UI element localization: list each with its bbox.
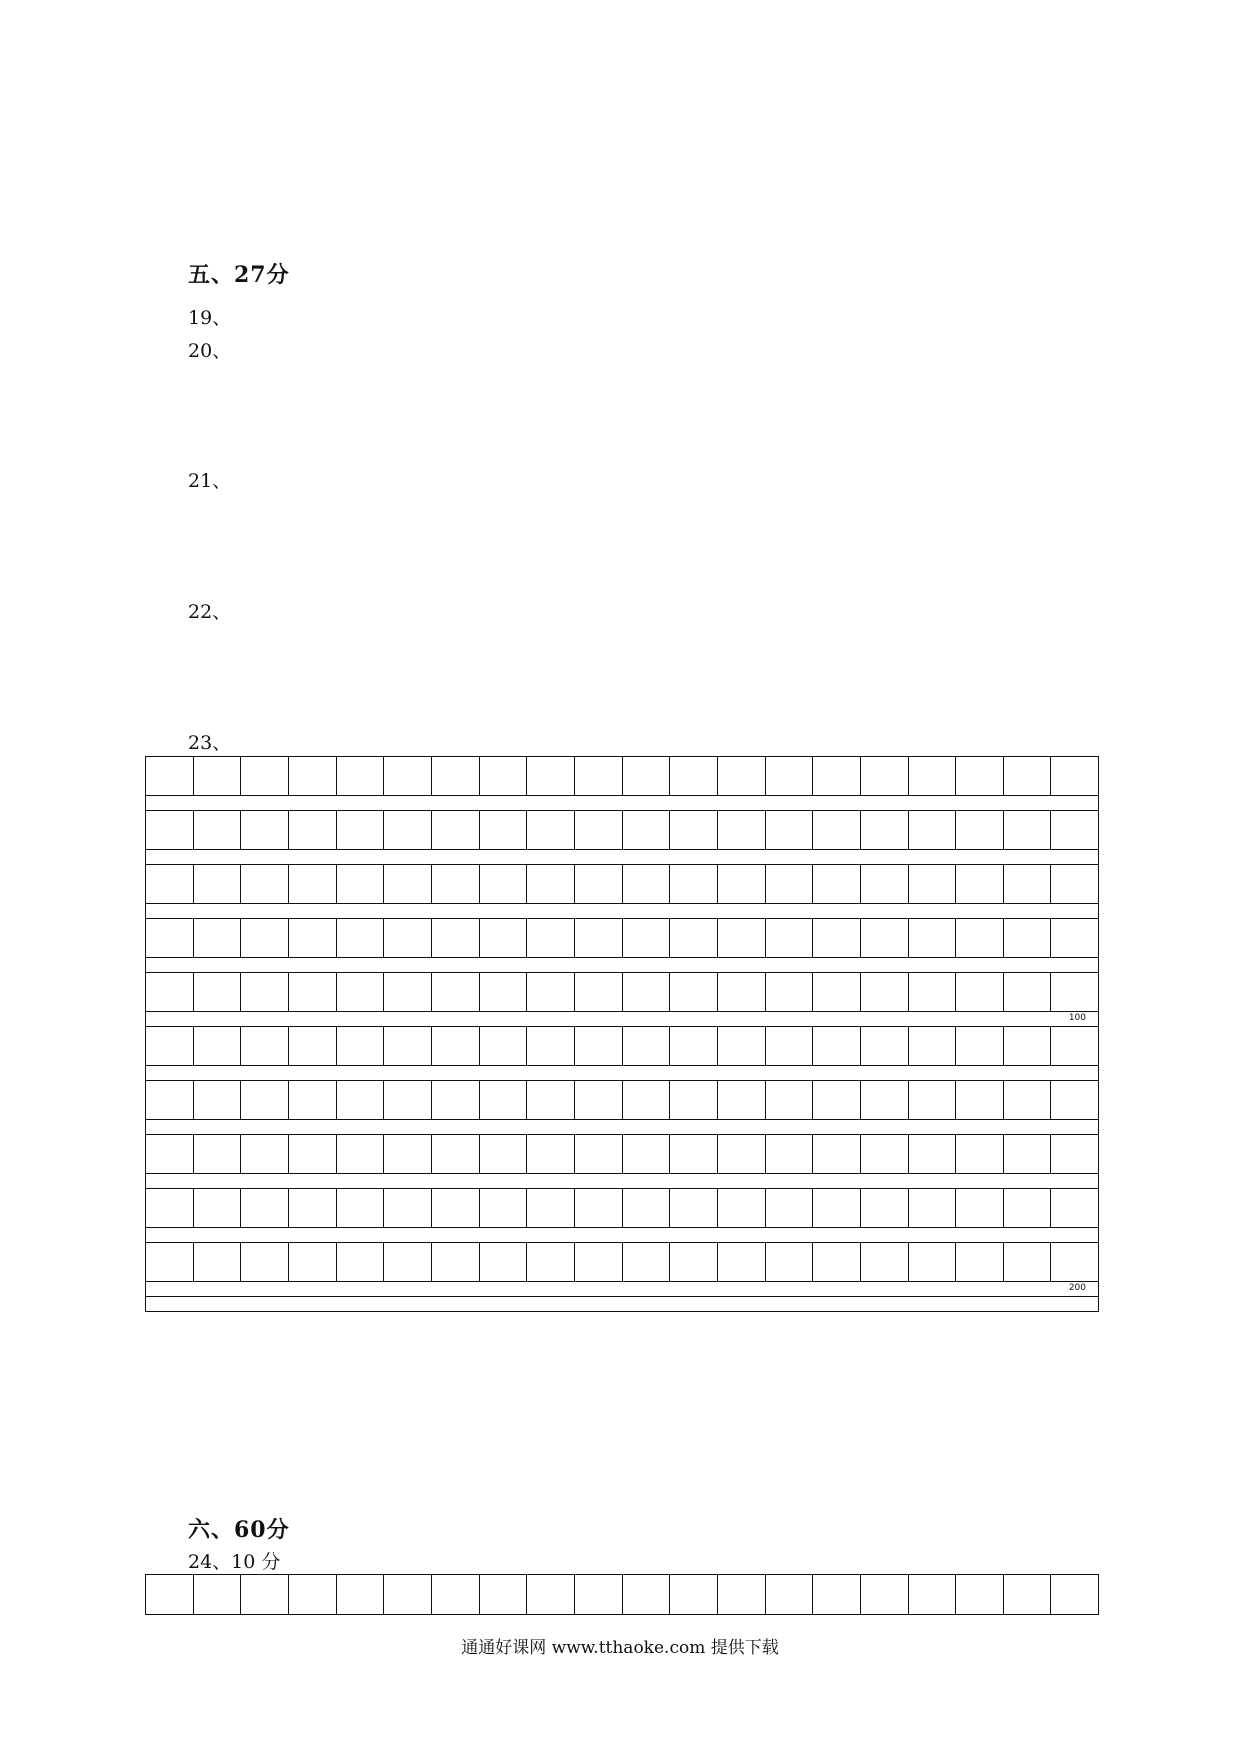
grid-cell[interactable] [718,811,766,849]
grid-cell[interactable] [1051,1135,1098,1173]
grid-cell[interactable] [1051,1575,1098,1614]
grid-cell[interactable] [1051,811,1098,849]
grid-cell[interactable] [432,1027,480,1065]
grid-cell[interactable] [670,1081,718,1119]
grid-cell[interactable] [241,1027,289,1065]
grid-cell[interactable] [384,1081,432,1119]
grid-cell[interactable] [766,811,814,849]
grid-cell[interactable] [432,757,480,795]
grid-cell[interactable] [623,1189,671,1227]
grid-cell[interactable] [384,1575,432,1614]
composition-grid[interactable] [145,756,1099,1312]
grid-cell[interactable] [956,1243,1004,1281]
grid-cell[interactable] [623,811,671,849]
grid-cell[interactable] [432,1189,480,1227]
grid-row [146,1575,1098,1614]
grid-row [146,1243,1098,1282]
grid-cell[interactable] [527,1135,575,1173]
grid-row [146,1081,1098,1120]
grid-cell[interactable] [766,1243,814,1281]
grid-cell[interactable] [241,757,289,795]
grid-cell[interactable] [623,1081,671,1119]
grid-cell[interactable] [146,1575,194,1614]
grid-cell[interactable] [384,1243,432,1281]
grid-cell[interactable] [623,757,671,795]
grid-cell[interactable] [241,1135,289,1173]
grid-cell[interactable] [289,811,337,849]
grid-cell[interactable] [861,1027,909,1065]
grid-cell[interactable] [1051,919,1098,957]
grid-cell[interactable] [527,757,575,795]
grid-cell[interactable] [670,919,718,957]
grid-row [146,1189,1098,1228]
grid-cell[interactable] [289,1575,337,1614]
grid-cell[interactable] [623,1135,671,1173]
grid-cell[interactable] [337,973,385,1011]
grid-cell[interactable] [480,757,528,795]
grid-cell[interactable] [1004,811,1052,849]
grid-cell[interactable] [1051,865,1098,903]
grid-cell[interactable] [909,973,957,1011]
grid-cell[interactable] [813,1243,861,1281]
grid-cell[interactable] [766,919,814,957]
grid-row [146,1135,1098,1174]
grid-cell[interactable] [861,1135,909,1173]
grid-cell[interactable] [909,865,957,903]
grid-cell[interactable] [384,811,432,849]
grid-cell[interactable] [480,1081,528,1119]
grid-cell[interactable] [575,757,623,795]
grid-cell[interactable] [241,1575,289,1614]
grid-cell[interactable] [956,973,1004,1011]
grid-cell[interactable] [861,1081,909,1119]
grid-gap [146,1228,1098,1243]
grid-cell[interactable] [766,1189,814,1227]
grid-cell[interactable] [861,1575,909,1614]
grid-cell[interactable] [337,1243,385,1281]
grid-cell[interactable] [670,811,718,849]
grid-cell[interactable] [575,1575,623,1614]
grid-row [146,973,1098,1012]
question-23-label: 23、 [188,732,232,754]
grid-cell[interactable] [909,1189,957,1227]
grid-cell[interactable] [146,865,194,903]
grid-cell[interactable] [623,1027,671,1065]
grid-cell[interactable] [527,1027,575,1065]
grid-cell[interactable] [194,865,242,903]
grid-cell[interactable] [289,919,337,957]
grid-cell[interactable] [813,1575,861,1614]
grid-cell[interactable] [956,1081,1004,1119]
grid-cell[interactable] [909,1575,957,1614]
grid-cell[interactable] [194,1135,242,1173]
grid-cell[interactable] [1004,1135,1052,1173]
grid-cell[interactable] [432,865,480,903]
grid-cell[interactable] [909,811,957,849]
grid-cell[interactable] [1051,1243,1098,1281]
grid-cell[interactable] [480,919,528,957]
grid-row [146,757,1098,796]
grid-cell[interactable] [766,1081,814,1119]
grid-cell[interactable] [623,1243,671,1281]
grid-cell[interactable] [813,1027,861,1065]
grid-cell[interactable] [289,1189,337,1227]
grid-cell[interactable] [575,1135,623,1173]
grid-cell[interactable] [909,757,957,795]
grid-cell[interactable] [337,1575,385,1614]
grid-cell[interactable] [718,757,766,795]
grid-cell[interactable] [956,919,1004,957]
grid-cell[interactable] [480,1189,528,1227]
word-count-mark: 200 [1068,1283,1086,1293]
grid-cell[interactable] [861,865,909,903]
grid-cell[interactable] [194,1081,242,1119]
grid-cell[interactable] [766,1135,814,1173]
grid-cell[interactable] [241,1081,289,1119]
grid-cell[interactable] [194,1189,242,1227]
grid-cell[interactable] [337,865,385,903]
grid-cell[interactable] [194,973,242,1011]
grid-cell[interactable] [527,1575,575,1614]
grid-cell[interactable] [623,865,671,903]
section-6-title: 六、60分 [188,1517,290,1543]
grid-cell[interactable] [194,1027,242,1065]
grid-cell[interactable] [432,1081,480,1119]
grid-cell[interactable] [956,865,1004,903]
grid-cell[interactable] [623,1575,671,1614]
grid-cell[interactable] [1051,757,1098,795]
grid-cell[interactable] [670,865,718,903]
grid-cell[interactable] [813,919,861,957]
grid-cell[interactable] [480,973,528,1011]
grid-cell[interactable] [909,1027,957,1065]
grid-cell[interactable] [384,1027,432,1065]
grid-cell[interactable] [194,1243,242,1281]
grid-cell[interactable] [909,1081,957,1119]
grid-cell[interactable] [289,1081,337,1119]
grid-cell[interactable] [909,1243,957,1281]
grid-cell[interactable] [861,919,909,957]
grid-cell[interactable] [813,865,861,903]
grid-cell[interactable] [384,1189,432,1227]
grid-cell[interactable] [1051,1189,1098,1227]
grid-cell[interactable] [241,811,289,849]
grid-cell[interactable] [956,1575,1004,1614]
grid-cell[interactable] [146,973,194,1011]
grid-cell[interactable] [480,1027,528,1065]
grid-cell[interactable] [337,1027,385,1065]
grid-cell[interactable] [1051,1027,1098,1065]
grid-cell[interactable] [718,1243,766,1281]
grid-cell[interactable] [861,1189,909,1227]
grid-cell[interactable] [337,811,385,849]
grid-cell[interactable] [766,865,814,903]
grid-cell[interactable] [575,811,623,849]
grid-cell[interactable] [766,1575,814,1614]
grid-gap [146,1174,1098,1189]
grid-cell[interactable] [623,919,671,957]
grid-gap [146,796,1098,811]
grid-row [146,919,1098,958]
grid-cell[interactable] [909,919,957,957]
grid-cell[interactable] [813,1081,861,1119]
grid-cell[interactable] [956,1135,1004,1173]
grid-cell[interactable] [766,757,814,795]
grid-cell[interactable] [241,865,289,903]
grid-cell[interactable] [194,1575,242,1614]
grid-cell[interactable] [718,1135,766,1173]
grid-cell[interactable] [337,1081,385,1119]
grid-cell[interactable] [1004,1027,1052,1065]
grid-cell[interactable] [813,973,861,1011]
grid-cell[interactable] [1004,1189,1052,1227]
grid-cell[interactable] [480,865,528,903]
grid-cell[interactable] [289,973,337,1011]
grid-cell[interactable] [718,919,766,957]
grid-cell[interactable] [575,919,623,957]
grid-cell[interactable] [337,757,385,795]
grid-cell[interactable] [146,1189,194,1227]
grid-cell[interactable] [527,865,575,903]
grid-cell[interactable] [289,1027,337,1065]
grid-cell[interactable] [480,1575,528,1614]
grid-cell[interactable] [194,757,242,795]
grid-cell[interactable] [527,811,575,849]
grid-cell[interactable] [337,919,385,957]
grid-cell[interactable] [956,1027,1004,1065]
grid-cell[interactable] [146,1027,194,1065]
grid-gap [146,850,1098,865]
grid-cell[interactable] [813,757,861,795]
question-20-label: 20、 [188,340,232,362]
grid-cell[interactable] [575,1243,623,1281]
grid-cell[interactable] [289,1135,337,1173]
grid-cell[interactable] [1004,919,1052,957]
grid-cell[interactable] [384,973,432,1011]
grid-cell[interactable] [861,811,909,849]
section-5-title: 五、27分 [188,262,290,288]
question-21-label: 21、 [188,470,232,492]
grid-cell[interactable] [1004,865,1052,903]
grid-cell[interactable] [575,1027,623,1065]
grid-cell[interactable] [718,1027,766,1065]
grid-cell[interactable] [337,1135,385,1173]
grid-cell[interactable] [575,865,623,903]
grid-cell[interactable] [718,1081,766,1119]
grid-gap [146,958,1098,973]
grid-cell[interactable] [1004,1081,1052,1119]
grid-cell[interactable] [527,973,575,1011]
grid-cell[interactable] [956,1189,1004,1227]
grid-cell[interactable] [1004,1243,1052,1281]
grid-cell[interactable] [718,1575,766,1614]
grid-cell[interactable] [241,973,289,1011]
grid-cell[interactable] [575,1081,623,1119]
grid-cell[interactable] [575,973,623,1011]
answer-grid-24[interactable] [145,1574,1099,1615]
grid-gap [146,1066,1098,1081]
grid-cell[interactable] [194,919,242,957]
grid-row [146,1027,1098,1066]
grid-cell[interactable] [956,757,1004,795]
grid-cell[interactable] [289,1243,337,1281]
grid-cell[interactable] [813,1189,861,1227]
grid-cell[interactable] [670,757,718,795]
grid-cell[interactable] [813,811,861,849]
grid-cell[interactable] [146,1135,194,1173]
grid-cell[interactable] [241,1189,289,1227]
grid-cell[interactable] [480,1243,528,1281]
grid-cell[interactable] [909,1135,957,1173]
grid-cell[interactable] [1051,1081,1098,1119]
footer-text: 通通好课网 www.tthaoke.com 提供下载 [461,1638,779,1658]
question-24-label: 24、10 分 [188,1551,281,1573]
grid-cell[interactable] [670,1575,718,1614]
grid-cell[interactable] [766,973,814,1011]
grid-cell[interactable] [1051,973,1098,1011]
grid-cell[interactable] [527,1189,575,1227]
grid-gap [146,1282,1098,1297]
grid-cell[interactable] [289,865,337,903]
grid-cell[interactable] [813,1135,861,1173]
grid-cell[interactable] [432,1243,480,1281]
grid-cell[interactable] [861,757,909,795]
grid-cell[interactable] [146,1081,194,1119]
grid-row [146,811,1098,850]
grid-cell[interactable] [527,919,575,957]
grid-cell[interactable] [718,973,766,1011]
grid-cell[interactable] [241,919,289,957]
grid-cell[interactable] [718,1189,766,1227]
question-19-label: 19、 [188,307,232,329]
grid-gap [146,1012,1098,1027]
grid-cell[interactable] [670,1243,718,1281]
grid-cell[interactable] [766,1027,814,1065]
grid-cell[interactable] [527,1243,575,1281]
grid-cell[interactable] [146,811,194,849]
grid-cell[interactable] [146,1243,194,1281]
grid-cell[interactable] [194,811,242,849]
grid-cell[interactable] [146,919,194,957]
grid-cell[interactable] [623,973,671,1011]
grid-cell[interactable] [384,1135,432,1173]
grid-cell[interactable] [384,865,432,903]
grid-cell[interactable] [480,811,528,849]
grid-cell[interactable] [575,1189,623,1227]
grid-row [146,865,1098,904]
grid-cell[interactable] [432,811,480,849]
grid-cell[interactable] [432,1575,480,1614]
grid-cell[interactable] [670,973,718,1011]
grid-cell[interactable] [1004,1575,1052,1614]
grid-cell[interactable] [432,1135,480,1173]
grid-gap [146,904,1098,919]
grid-cell[interactable] [480,1135,528,1173]
grid-cell[interactable] [1004,757,1052,795]
grid-cell[interactable] [718,865,766,903]
grid-cell[interactable] [241,1243,289,1281]
grid-cell[interactable] [432,973,480,1011]
question-22-label: 22、 [188,601,232,623]
grid-cell[interactable] [527,1081,575,1119]
grid-cell[interactable] [670,1135,718,1173]
grid-cell[interactable] [861,973,909,1011]
grid-gap [146,1120,1098,1135]
grid-cell[interactable] [146,757,194,795]
grid-cell[interactable] [289,757,337,795]
grid-cell[interactable] [1004,973,1052,1011]
grid-cell[interactable] [670,1189,718,1227]
word-count-mark: 100 [1068,1013,1086,1023]
grid-gap [146,1297,1098,1311]
grid-cell[interactable] [384,919,432,957]
grid-cell[interactable] [956,811,1004,849]
grid-cell[interactable] [861,1243,909,1281]
grid-cell[interactable] [432,919,480,957]
grid-cell[interactable] [337,1189,385,1227]
grid-cell[interactable] [670,1027,718,1065]
grid-cell[interactable] [384,757,432,795]
